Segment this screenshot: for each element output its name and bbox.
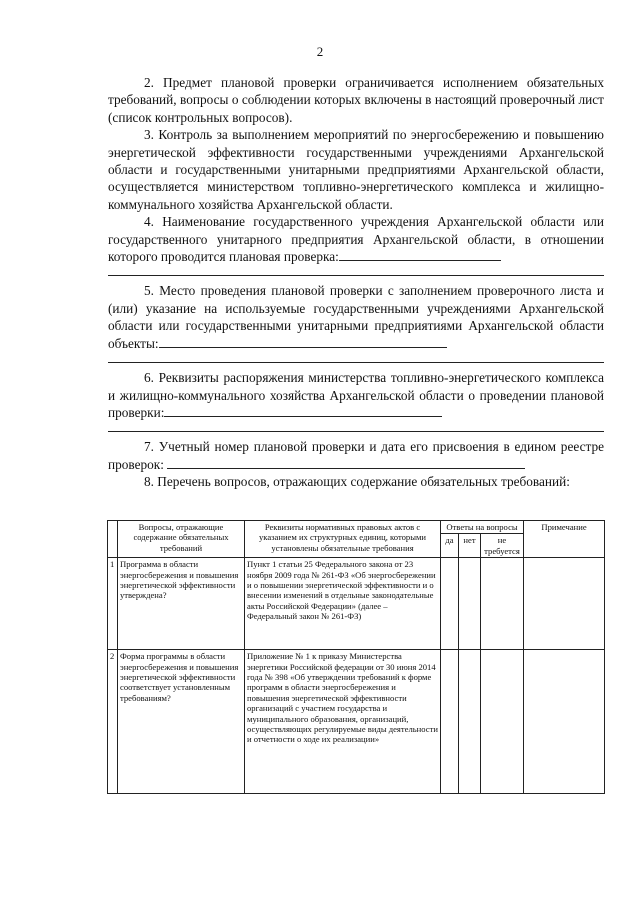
page-number: 2 [316, 44, 324, 59]
answer-no-cell[interactable] [459, 650, 481, 794]
notes-cell[interactable] [524, 558, 605, 650]
order-requisites-blank [164, 404, 442, 417]
answer-yes-cell[interactable] [441, 558, 459, 650]
header-notes: Примечание [524, 521, 605, 558]
row-number: 2 [108, 650, 118, 794]
header-yes: да [441, 534, 459, 558]
answer-yes-cell[interactable] [441, 650, 459, 794]
paragraph-7 [108, 438, 604, 473]
table-row [108, 558, 605, 650]
header-questions: Вопросы, отражающие содержание обязательных требований [118, 521, 245, 558]
notes-cell[interactable] [524, 650, 605, 794]
paragraph-4-text: 4. Наименование государственного учреждения Архангельской области или государственного унитарного предприятия Архангельской области, в отношении которого проводится плановая проверка: [108, 214, 604, 265]
answer-not-required-cell[interactable] [481, 558, 524, 650]
row-requisites: Приложение № 1 к приказу Министерства энергетики Российской федерации от 30 июня 2014 года № 398 «Об утверждении требований к форме программ в области энергосбережения и повышения энергетической эффективности организаций с участием государства и муниципального образования, организаций, осуществляющих регулируемые виды деятельности и отчетности о ходе их реализации» [245, 650, 441, 794]
paragraph-3: 3. Контроль за выполнением мероприятий по энергосбережению и повышению энергетической эффективности государственными учреждениями Архангельской области и государственными унитарными предприятиями Архангельской области, осуществляется министерством топливно-энергетического комплекса и жилищно-коммунального хозяйства Архангельской области. [108, 127, 604, 212]
paragraph-5-text: 5. Место проведения плановой проверки с заполнением проверочного листа и (или) указание на используемые государственными учреждениями Архангельской области или государственными унитарными предприятиями Архангельской области объекты: [108, 283, 604, 351]
row-question: Форма программы в области энергосбережения и повышения энергетической эффективности соответствует установленным требованиям? [118, 650, 245, 794]
row-number: 1 [108, 558, 118, 650]
checklist-table [107, 520, 605, 794]
order-requisites-line [108, 421, 604, 432]
header-number [108, 521, 118, 558]
row-question: Программа в области энергосбережения и повышения энергетической эффективности утверждена? [118, 558, 245, 650]
row-requisites: Пункт 1 статьи 25 Федерального закона от 23 ноября 2009 года № 261-ФЗ «Об энергосбережении и о повышении энергетической эффективности и о внесении изменений в отдельные законодательные акты Российской Федерации» (далее – Федеральный закон № 261-ФЗ) [245, 558, 441, 650]
answer-not-required-cell[interactable] [481, 650, 524, 794]
paragraph-5 [108, 282, 604, 352]
document-body [108, 74, 604, 491]
paragraph-4 [108, 213, 604, 265]
inspection-place-blank [159, 335, 447, 348]
answer-no-cell[interactable] [459, 558, 481, 650]
paragraph-6 [108, 369, 604, 421]
paragraph-6-text: 6. Реквизиты распоряжения министерства топливно-энергетического комплекса и жилищно-коммунального хозяйства Архангельской области о проведении плановой проверки: [108, 370, 604, 420]
registration-number-blank [167, 456, 525, 469]
inspection-place-line [108, 352, 604, 363]
header-answers: Ответы на вопросы [441, 521, 524, 534]
table-row [108, 650, 605, 794]
institution-name-line [108, 265, 604, 276]
table-header-row [108, 521, 605, 534]
header-not-required: не требуется [481, 534, 524, 558]
paragraph-2: 2. Предмет плановой проверки ограничивается исполнением обязательных требований, вопросы о соблюдении которых включены в настоящий проверочный лист (список контрольных вопросов). [108, 75, 604, 125]
paragraph-7-text: 7. Учетный номер плановой проверки и дата его присвоения в едином реестре проверок: [108, 439, 604, 472]
institution-name-blank [339, 248, 501, 261]
header-requisites: Реквизиты нормативных правовых актов с указанием их структурных единиц, которыми установлены обязательные требования [245, 521, 441, 558]
paragraph-8: 8. Перечень вопросов, отражающих содержание обязательных требований: [144, 474, 570, 490]
header-no: нет [459, 534, 481, 558]
